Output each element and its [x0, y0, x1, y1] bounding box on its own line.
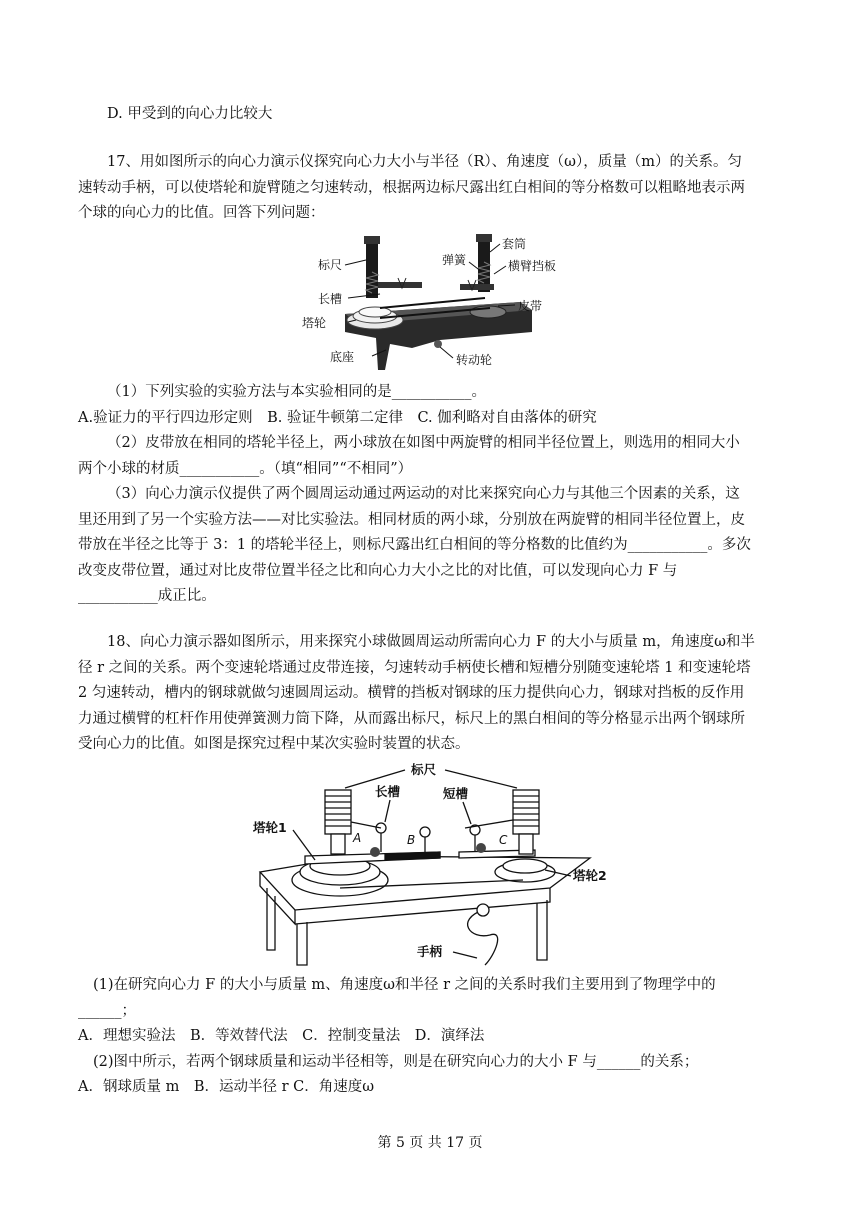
- fig18-label-b: B: [407, 833, 416, 847]
- fig18-label-shoubing: 手柄: [417, 944, 443, 959]
- fig18-label-c: C: [499, 833, 508, 847]
- q17-part1-options: A.验证力的平行四边形定则 B. 验证牛顿第二定律 C. 伽利略对自由落体的研究: [78, 410, 597, 426]
- q16-option-d: D. 甲受到的向心力比较大: [107, 106, 273, 122]
- fig17-label-zhuandonglun: 转动轮: [456, 353, 493, 367]
- q18-part2-line1: (2)图中所示，若两个钢球质量和运动半径相等，则是在研究向心力的大小 F 与______的关系；: [93, 1054, 699, 1070]
- q18-stem-line3: 2 匀速转动，槽内的钢球就做匀速圆周运动。横臂的挡板对钢球的压力提供向心力，钢球对挡板的反作用: [78, 685, 745, 701]
- q17-part2-line1: （2）皮带放在相同的塔轮半径上，两小球放在如图中两旋臂的相同半径位置上，则选用的相同大小: [107, 435, 740, 451]
- q17-part3-line4: 改变皮带位置，通过对比皮带位置半径之比和向心力大小之比的对比值，可以发现向心力 F 与: [78, 563, 678, 579]
- fig17-label-tanhuang: 弹簧: [442, 253, 467, 267]
- q17-apparatus-figure: [300, 232, 570, 377]
- fig17-label-hengbi: 横臂挡板: [508, 259, 557, 273]
- page-footer: 第 5 页 共 17 页: [377, 1135, 483, 1151]
- fig18-label-talun1: 塔轮1: [253, 820, 287, 835]
- q18-part1-line1: (1)在研究向心力 F 的大小与质量 m、角速度ω和半径 r 之间的关系时我们主要用到了物理学中的: [93, 977, 716, 993]
- q18-part2-options: A．钢球质量 m B．运动半径 r C．角速度ω: [78, 1079, 375, 1095]
- q17-part3-line2: 里还用到了另一个实验方法——对比实验法。相同材质的两小球，分别放在两旋臂的相同半径位置上，皮: [78, 512, 745, 528]
- q17-part3-line1: （3）向心力演示仪提供了两个圆周运动通过两运动的对比来探究向心力与其他三个因素的关系，这: [107, 486, 740, 502]
- q18-stem-line4: 力通过横臂的杠杆作用使弹簧测力筒下降，从而露出标尺，标尺上的黑白相间的等分格显示出两个钢球所: [78, 711, 745, 727]
- fig17-label-pidai: 皮带: [518, 299, 543, 313]
- fig18-label-a: A: [353, 831, 362, 845]
- q17-stem-line2: 速转动手柄，可以使塔轮和旋臂随之匀速转动，根据两边标尺露出红白相间的等分格数可以粗略地表示两: [78, 180, 745, 196]
- q17-part3-line3: 带放在半径之比等于 3：1 的塔轮半径上，则标尺露出红白相间的等分格数的比值约为___________。多次: [78, 537, 751, 553]
- q17-part2-line2: 两个小球的材质___________。（填“相同”“不相同”）: [78, 461, 413, 477]
- fig18-label-biaochi: 标尺: [411, 762, 437, 777]
- q17-stem-line1: 17、用如图所示的向心力演示仪探究向心力大小与半径（R）、角速度（ω），质量（m）的关系。匀: [107, 154, 742, 170]
- fig18-label-talun2: 塔轮2: [573, 868, 607, 883]
- q18-apparatus-figure: [245, 760, 625, 972]
- q18-stem-line1: 18、向心力演示器如图所示，用来探究小球做圆周运动所需向心力 F 的大小与质量 m，角速度ω和半: [107, 634, 755, 650]
- q18-stem-line5: 受向心力的比值。如图是探究过程中某次实验时装置的状态。: [78, 736, 470, 752]
- fig17-label-changcao: 长槽: [318, 292, 343, 306]
- fig17-label-biaochi: 标尺: [318, 258, 343, 272]
- q17-part1: （1）下列实验的实验方法与本实验相同的是___________。: [107, 384, 486, 400]
- q17-stem-line3: 个球的向心力的比值。回答下列问题：: [78, 205, 325, 221]
- fig17-label-taotong: 套筒: [502, 237, 527, 251]
- fig17-label-talun: 塔轮: [302, 316, 327, 330]
- fig18-label-duancao: 短槽: [443, 786, 469, 801]
- q17-part3-line5: ___________成正比。: [78, 588, 216, 604]
- q18-stem-line2: 径 r 之间的关系。两个变速轮塔通过皮带连接，匀速转动手柄使长槽和短槽分别随变速轮塔 1 和变速轮塔: [78, 660, 751, 676]
- q18-part1-line2: ______；: [78, 1003, 136, 1019]
- fig17-label-dizuo: 底座: [330, 350, 355, 364]
- fig18-label-changcao: 长槽: [375, 784, 401, 799]
- q18-part1-options: A．理想实验法 B．等效替代法 C．控制变量法 D．演绎法: [78, 1028, 485, 1044]
